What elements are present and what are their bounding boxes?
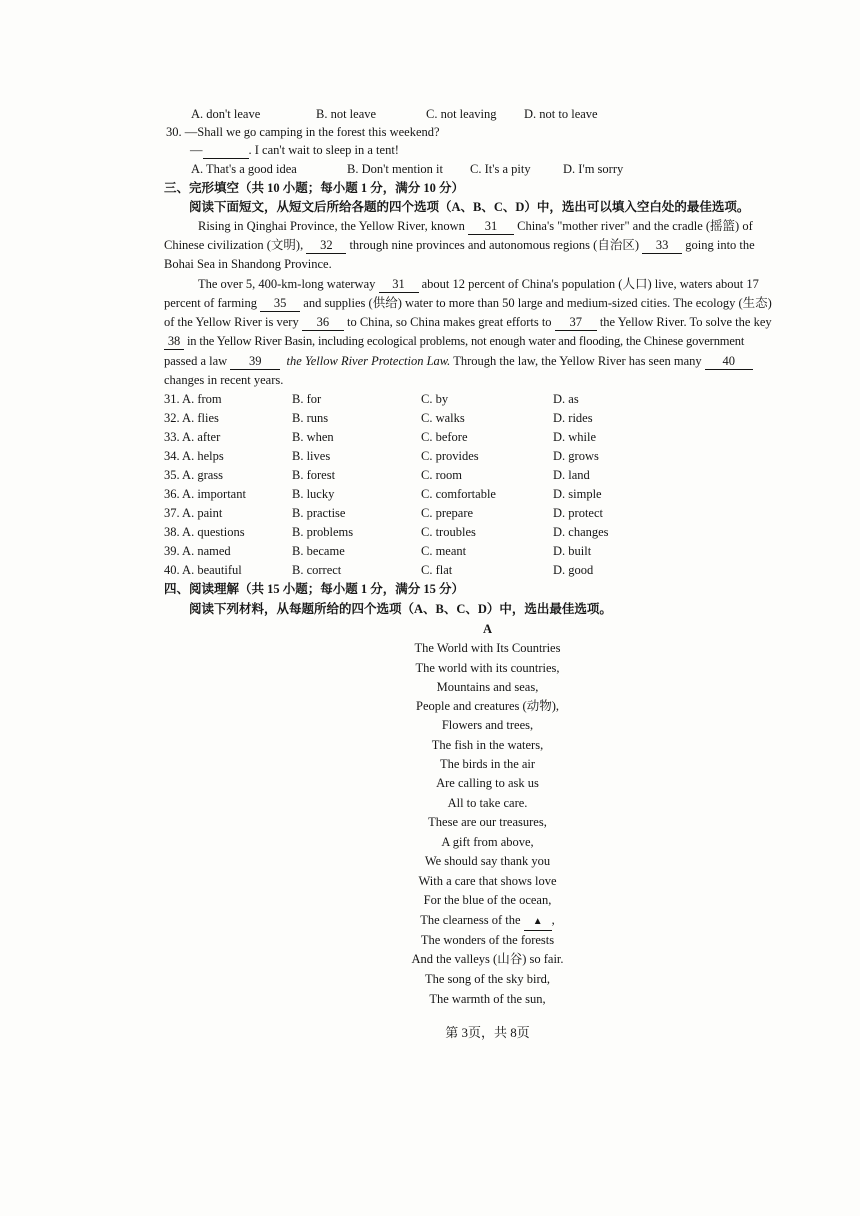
page-footer: 第 3页，共 8页 xyxy=(445,1025,530,1040)
q34-option-c: C. provides xyxy=(421,449,479,463)
q33-option-a: 33. A. after xyxy=(164,430,221,444)
poem-line: Flowers and trees, xyxy=(441,718,534,732)
q34-option-b: B. lives xyxy=(292,449,331,463)
blank-34: 31 xyxy=(379,276,419,293)
blank-36: 36 xyxy=(302,314,344,331)
poem-line: A gift from above, xyxy=(441,835,534,849)
q34-option-a: 34. A. helps xyxy=(164,449,224,463)
poem-title: The World with Its Countries xyxy=(414,641,561,655)
passage-p2-line5: passed a law 39 the Yellow River Protection Law. Through the law, the Yellow River has seen many 40 xyxy=(164,353,753,370)
q39-option-b: B. became xyxy=(292,544,345,558)
passage-p1-line3: Bohai Sea in Shandong Province. xyxy=(164,257,332,271)
passage-p2-line2: percent of farming 35 and supplies (供给) water to more than 50 large and medium-sized cities. The ecology (生态) xyxy=(164,296,772,310)
q39-option-c: C. meant xyxy=(421,544,467,558)
poem-line: Are calling to ask us xyxy=(436,776,539,790)
q40-option-a: 40. A. beautiful xyxy=(164,563,242,577)
q31-option-d: D. as xyxy=(553,392,579,406)
q31-option-c: C. by xyxy=(421,392,449,406)
section4-title: 四、阅读理解（共 15 小题；每小题 1 分，满分 15 分） xyxy=(164,582,465,596)
q29-option-b: B. not leave xyxy=(316,107,377,121)
blank-32: 32 xyxy=(306,237,346,254)
q36-option-c: C. comfortable xyxy=(421,487,496,501)
poem-line: The song of the sky bird, xyxy=(425,972,550,986)
q38-option-b: B. problems xyxy=(292,525,354,539)
q40-option-b: B. correct xyxy=(292,563,342,577)
blank-31: 31 xyxy=(468,218,514,235)
passage-p2-line3: of the Yellow River is very 36 to China, so China makes great efforts to 37 the Yellow River. To solve the key xyxy=(164,315,772,329)
blank-38: 38 xyxy=(164,333,184,350)
poem-line: For the blue of the ocean, xyxy=(423,893,552,907)
q39-option-d: D. built xyxy=(553,544,592,558)
q36-option-a: 36. A. important xyxy=(164,487,246,501)
passage-label: A xyxy=(482,622,493,636)
q32-option-d: D. rides xyxy=(553,411,593,425)
poem-line: The warmth of the sun, xyxy=(429,992,546,1006)
q30-blank xyxy=(203,142,249,159)
blank-40: 40 xyxy=(705,353,753,370)
section4-instruction: 阅读下列材料，从每题所给的四个选项（A、B、C、D）中，选出最佳选项。 xyxy=(189,602,612,616)
q30-question: 30. —Shall we go camping in the forest this weekend? xyxy=(166,125,440,139)
poem-line: People and creatures (动物), xyxy=(416,699,559,713)
section3-instruction: 阅读下面短文，从短文后所给各题的四个选项（A、B、C、D）中，选出可以填入空白处的最佳选项。 xyxy=(189,200,750,214)
q35-option-d: D. land xyxy=(553,468,590,482)
blank-39: 39 xyxy=(230,353,280,370)
poem-blank: ▲ xyxy=(524,914,552,931)
q38-option-c: C. troubles xyxy=(421,525,476,539)
poem-line: All to take care. xyxy=(447,796,528,810)
section3-title: 三、完形填空（共 10 小题；每小题 1 分，满分 10 分） xyxy=(164,181,465,195)
q31-option-a: 31. A. from xyxy=(164,392,222,406)
q30-option-c: C. It's a pity xyxy=(470,162,531,176)
poem-line: Mountains and seas, xyxy=(436,680,539,694)
q29-option-a: A. don't leave xyxy=(191,107,261,121)
q30-option-d: D. I'm sorry xyxy=(563,162,624,176)
poem-line: The world with its countries, xyxy=(415,661,560,675)
q32-option-c: C. walks xyxy=(421,411,465,425)
poem-line: The fish in the waters, xyxy=(431,738,544,752)
q35-option-c: C. room xyxy=(421,468,462,482)
q35-option-b: B. forest xyxy=(292,468,336,482)
q32-option-a: 32. A. flies xyxy=(164,411,219,425)
q33-option-d: D. while xyxy=(553,430,597,444)
q29-option-c: C. not leaving xyxy=(426,107,497,121)
q33-option-b: B. when xyxy=(292,430,334,444)
poem-line: And the valleys (山谷) so fair. xyxy=(411,952,564,966)
blank-33: 33 xyxy=(642,237,682,254)
q37-option-b: B. practise xyxy=(292,506,346,520)
q40-option-c: C. flat xyxy=(421,563,453,577)
q33-option-c: C. before xyxy=(421,430,468,444)
q30-reply: — . I can't wait to sleep in a tent! xyxy=(190,143,399,157)
poem-line-blank: The clearness of the ▲ , xyxy=(0,912,860,931)
q36-option-b: B. lucky xyxy=(292,487,335,501)
q32-option-b: B. runs xyxy=(292,411,329,425)
passage-p2-line4: 38 in the Yellow River Basin, including ecological problems, not enough water and flooding, the Chinese government xyxy=(164,333,744,350)
q30-option-b: B. Don't mention it xyxy=(347,162,444,176)
poem-line: The birds in the air xyxy=(439,757,536,771)
q36-option-d: D. simple xyxy=(553,487,602,501)
passage-p1-line1: Rising in Qinghai Province, the Yellow River, known 31 China's "mother river" and the cradle (摇篮) of xyxy=(198,219,753,233)
q38-option-d: D. changes xyxy=(553,525,609,539)
poem-line: With a care that shows love xyxy=(418,874,557,888)
q38-option-a: 38. A. questions xyxy=(164,525,245,539)
poem-line: The wonders of the forests xyxy=(420,933,555,947)
q30-reply-text: . I can't wait to sleep in a tent! xyxy=(248,143,399,157)
poem-line: These are our treasures, xyxy=(428,815,547,829)
blank-37: 37 xyxy=(555,314,597,331)
q31-option-b: B. for xyxy=(292,392,322,406)
passage-p2-line1: The over 5, 400-km-long waterway 31 about 12 percent of China's population (人口) live, waters about 17 xyxy=(198,277,759,291)
q34-option-d: D. grows xyxy=(553,449,599,463)
q37-option-a: 37. A. paint xyxy=(164,506,223,520)
q37-option-c: C. prepare xyxy=(421,506,474,520)
poem-line: We should say thank you xyxy=(424,854,551,868)
q37-option-d: D. protect xyxy=(553,506,603,520)
q40-option-d: D. good xyxy=(553,563,594,577)
q35-option-a: 35. A. grass xyxy=(164,468,224,482)
q29-option-d: D. not to leave xyxy=(524,107,598,121)
blank-35: 35 xyxy=(260,295,300,312)
passage-p2-line6: changes in recent years. xyxy=(164,373,284,387)
q30-option-a: A. That's a good idea xyxy=(191,162,297,176)
passage-p1-line2: Chinese civilization (文明), 32 through nine provinces and autonomous regions (自治区) 33 going into the xyxy=(164,238,755,252)
q39-option-a: 39. A. named xyxy=(164,544,231,558)
